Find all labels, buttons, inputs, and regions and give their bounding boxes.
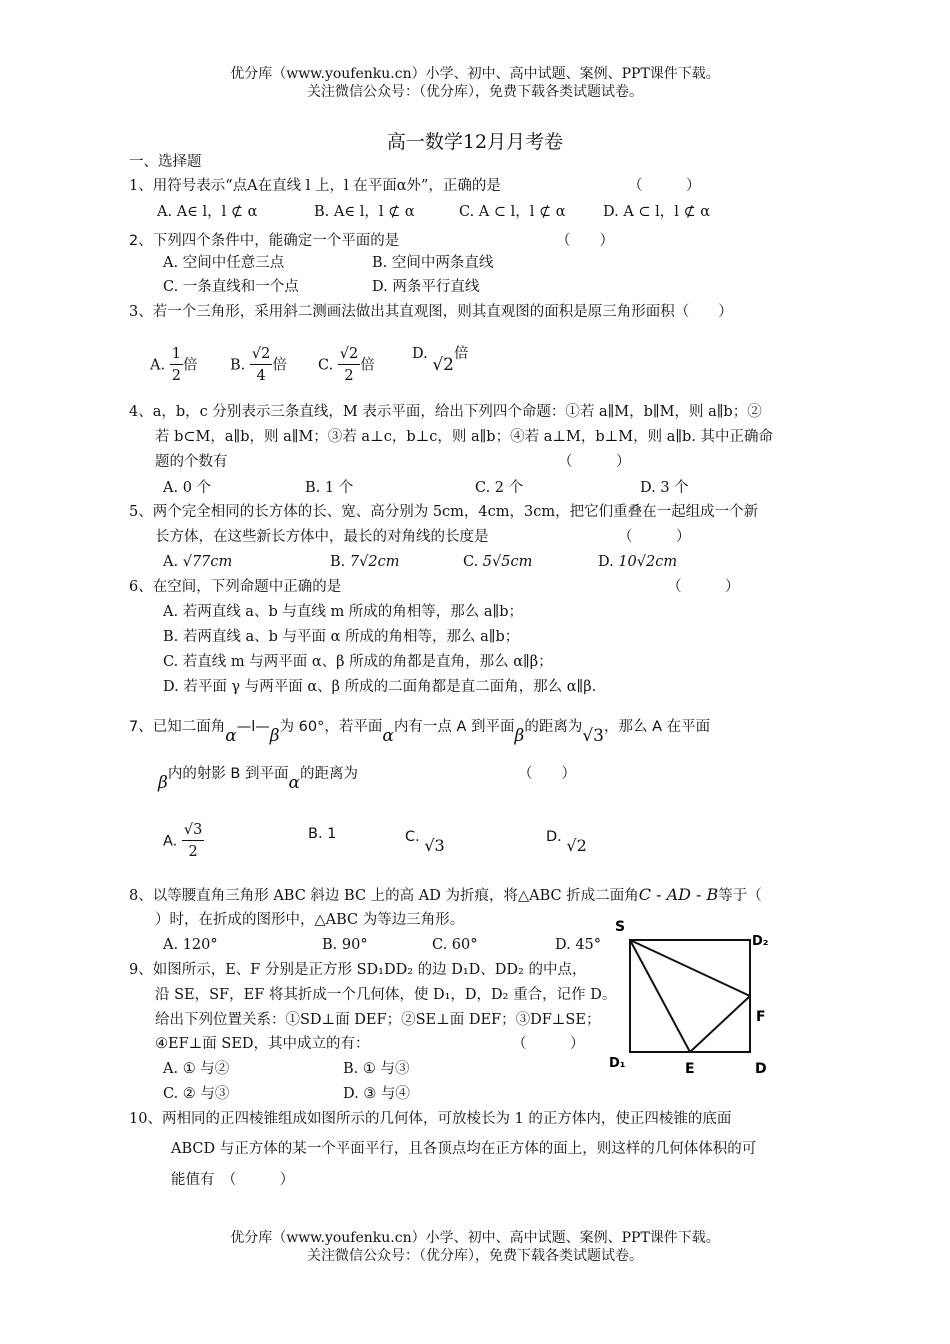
q4-option-b: B. 1 个 (305, 480, 354, 496)
q9-line-2: 沿 SE，SF，EF 将其折成一个几何体，使 D₁，D，D₂ 重合，记作 D。 (155, 987, 617, 1003)
q10-line-3: 能值有 （ ） (171, 1172, 295, 1188)
q9-option-c: C. ② 与③ (163, 1086, 230, 1102)
q3-stem: 3、若一个三角形，采用斜二测画法做出其直观图，则其直观图的面积是原三角形面积（ ） (129, 304, 733, 320)
label-d1: D₁ (609, 1056, 626, 1071)
q1-option-d: D. A ⊂ l，l ⊄ α (603, 204, 711, 220)
q4-line-1: 4、a，b，c 分别表示三条直线，M 表示平面，给出下列四个命题：①若 a∥M，b∥M，则 a∥b；② (129, 404, 762, 420)
header-line-1: 优分库（www.youfenku.cn）小学、初中、高中试题、案例、PPT课件下载。 (230, 66, 720, 82)
segment-ef (690, 996, 750, 1052)
q10-line-1: 10、两相同的正四棱锥组成如图所示的几何体，可放棱长为 1 的正方体内，使正四棱锥的底面 (129, 1111, 732, 1127)
q9-square-figure (605, 915, 780, 1075)
q9-line-3: 给出下列位置关系：①SD⊥面 DEF；②SE⊥面 DEF；③DF⊥SE； (155, 1012, 601, 1028)
q8-option-c: C. 60° (432, 937, 478, 953)
q9-option-d: D. ③ 与④ (343, 1086, 410, 1102)
q7-line-1: 7、已知二面角α—l—β为 60°，若平面α内有一点 A 到平面β的距离为√3，那么 A 在平面 (129, 719, 711, 746)
q8-option-a: A. 120° (163, 937, 218, 953)
q5-bracket: （ ） (618, 529, 691, 545)
q5-option-a: A. √77cm (163, 554, 233, 570)
q4-line-3: 题的个数有 (155, 454, 228, 470)
q4-bracket: （ ） (558, 454, 631, 470)
q6-option-c: C. 若直线 m 与两平面 α、β 所成的角都是直角，那么 α∥β； (163, 654, 553, 670)
q2-option-a: A. 空间中任意三点 (163, 255, 285, 271)
q9-bracket: （ ） (512, 1036, 585, 1052)
q9-line-1: 9、如图所示，E、F 分别是正方形 SD₁DD₂ 的边 D₁D、DD₂ 的中点， (129, 962, 587, 978)
q8-option-b: B. 90° (322, 937, 368, 953)
q7-line-2: β内的射影 B 到平面α的距离为 (158, 766, 358, 793)
label-e: E (685, 1061, 695, 1075)
segment-se (630, 940, 690, 1052)
q9-option-b: B. ① 与③ (343, 1061, 410, 1077)
q1-option-c: C. A ⊂ l，l ⊄ α (459, 204, 566, 220)
segment-sf (630, 940, 750, 996)
q10-line-2: ABCD 与正方体的某一个平面平行，且各顶点均在正方体的面上，则这样的几何体体积的可 (171, 1141, 757, 1157)
q5-option-c: C. 5√5cm (463, 554, 533, 570)
q1-option-a: A. A∈ l，l ⊄ α (157, 204, 258, 220)
q6-stem: 6、在空间，下列命题中正确的是 (129, 579, 342, 595)
q2-bracket: （ ） (556, 233, 614, 249)
q8-option-d: D. 45° (555, 937, 602, 953)
q3-option-b: B. $\frac{√2}{4}$ 倍 (230, 346, 287, 384)
q9-line-4: ④EF⊥面 SED，其中成立的有： (155, 1036, 370, 1052)
q6-option-b: B. 若两直线 a、b 与平面 α 所成的角相等，那么 a∥b； (163, 629, 520, 645)
label-f: F (756, 1009, 766, 1025)
q5-line-2: 长方体，在这些新长方体中，最长的对角线的长度是 (155, 529, 489, 545)
q5-option-d: D. 10√2cm (598, 554, 678, 570)
q1-stem: 1、用符号表示“点A在直线 l 上，l 在平面α外”，正确的是 (129, 178, 501, 194)
q1-bracket: （ ） (628, 178, 701, 194)
q3-option-c: C. $\frac{√2}{2}$ 倍 (318, 346, 375, 384)
q2-option-b: B. 空间中两条直线 (372, 255, 494, 271)
q2-option-c: C. 一条直线和一个点 (163, 279, 299, 295)
q4-option-a: A. 0 个 (163, 480, 212, 496)
q7-option-d: D. √2 (546, 829, 587, 855)
page-title: 高一数学12月月考卷 (386, 131, 564, 153)
q4-option-c: C. 2 个 (475, 480, 524, 496)
q4-option-d: D. 3 个 (640, 480, 689, 496)
q4-line-2: 若 b⊂M，a∥b，则 a∥M；③若 a⊥c，b⊥c，则 a∥b；④若 a⊥M，b⊥M，则 a∥b. 其中正确命 (155, 429, 774, 445)
q3-option-d: D. √2倍 (412, 346, 469, 375)
footer-line-1: 优分库（www.youfenku.cn）小学、初中、高中试题、案例、PPT课件下载。 (230, 1230, 720, 1246)
q2-option-d: D. 两条平行直线 (372, 279, 480, 295)
q7-option-a: A. $\frac{√3}{2}$ (163, 822, 203, 860)
q8-line-2: ）时，在折成的图形中，△ABC 为等边三角形。 (155, 912, 465, 928)
q5-line-1: 5、两个完全相同的长方体的长、宽、高分别为 5cm，4cm，3cm，把它们重叠在一起组成一个新 (129, 504, 759, 520)
q7-option-b: B. 1 (308, 826, 337, 842)
label-s: S (615, 919, 626, 935)
q3-option-a: A. $\frac{1}{2}$ 倍 (150, 346, 198, 384)
label-d: D (755, 1061, 767, 1075)
q1-option-b: B. A∈ l，l ⊄ α (314, 204, 415, 220)
q6-option-a: A. 若两直线 a、b 与直线 m 所成的角相等，那么 a∥b； (163, 604, 524, 620)
q9-option-a: A. ① 与② (163, 1061, 230, 1077)
q8-line-1: 8、以等腰直角三角形 ABC 斜边 BC 上的高 AD 为折痕，将△ABC 折成二面角C - AD - B等于（ (129, 885, 762, 904)
header-line-2: 关注微信公众号：（优分库），免费下载各类试题试卷。 (307, 84, 643, 100)
footer-line-2: 关注微信公众号：（优分库），免费下载各类试题试卷。 (307, 1248, 643, 1264)
label-d2: D₂ (752, 934, 769, 949)
q7-bracket: （ ） (518, 766, 576, 782)
q2-stem: 2、下列四个条件中，能确定一个平面的是 (129, 233, 400, 249)
q6-option-d: D. 若平面 γ 与两平面 α、β 所成的二面角都是直二面角，那么 α∥β. (163, 679, 597, 695)
q6-bracket: （ ） (667, 579, 740, 595)
q5-option-b: B. 7√2cm (330, 554, 400, 570)
section-heading: 一、选择题 (129, 154, 202, 170)
q7-option-c: C. √3 (405, 829, 445, 855)
square-outline (630, 940, 750, 1052)
